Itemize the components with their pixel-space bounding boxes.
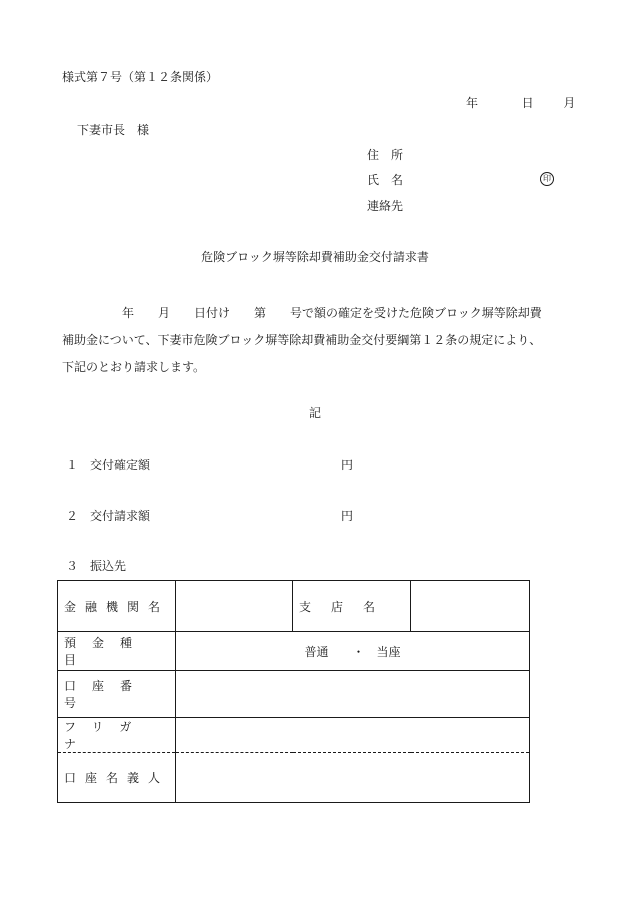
body-paragraph (62, 300, 582, 381)
furigana-field[interactable] (176, 718, 530, 753)
account-number-row (58, 671, 530, 718)
account-holder-row (58, 753, 530, 803)
bank-name-label: 金融機関名 (58, 581, 176, 632)
item3-label: ３ 振込先 (66, 559, 127, 573)
bank-row (58, 581, 530, 632)
item2-unit: 円 (341, 509, 354, 523)
date-year: 年 (466, 96, 479, 110)
item1-unit: 円 (341, 458, 354, 472)
form-number: 様式第７号（第１２条関係） (62, 70, 219, 84)
ki-heading: 記 (308, 406, 321, 420)
deposit-type-label: 預金種目 (58, 632, 176, 671)
addressee: 下妻市長 様 (77, 123, 150, 137)
account-number-field[interactable] (176, 671, 530, 718)
account-holder-field[interactable] (176, 753, 530, 803)
item1-label: １ 交付確定額 (66, 458, 151, 472)
item-requested-amount (66, 508, 354, 524)
body-line-3: 下記のとおり請求します。 (62, 360, 206, 374)
contact-label: 連絡先 (367, 199, 404, 213)
item2-label: ２ 交付請求額 (66, 509, 151, 523)
deposit-type-row (58, 632, 530, 671)
date-month: 月 (563, 96, 576, 110)
body-line-1: 年 月 日付け 第 号で額の確定を受けた危険ブロック塀等除却費 (62, 306, 542, 320)
item-confirmed-amount (66, 457, 354, 473)
furigana-row (58, 718, 530, 753)
date-line (466, 95, 575, 111)
branch-name-field[interactable] (411, 581, 530, 632)
date-day: 日 (521, 96, 534, 110)
account-number-label: 口座番号 (58, 671, 176, 718)
document-title: 危険ブロック塀等除却費補助金交付請求書 (201, 250, 429, 264)
bank-transfer-table (57, 580, 530, 803)
body-line-2: 補助金について、下妻市危険ブロック塀等除却費補助金交付要綱第１２条の規定により、 (62, 333, 542, 347)
account-holder-label: 口座名義人 (58, 753, 176, 803)
name-label: 氏 名 (367, 173, 404, 187)
deposit-type-field[interactable]: 普通 ・ 当座 (176, 632, 530, 671)
address-label: 住 所 (367, 148, 404, 162)
furigana-label: フリガナ (58, 718, 176, 753)
branch-name-label: 支 店 名 (293, 581, 411, 632)
seal-mark: 印 (540, 172, 554, 186)
bank-name-field[interactable] (176, 581, 293, 632)
